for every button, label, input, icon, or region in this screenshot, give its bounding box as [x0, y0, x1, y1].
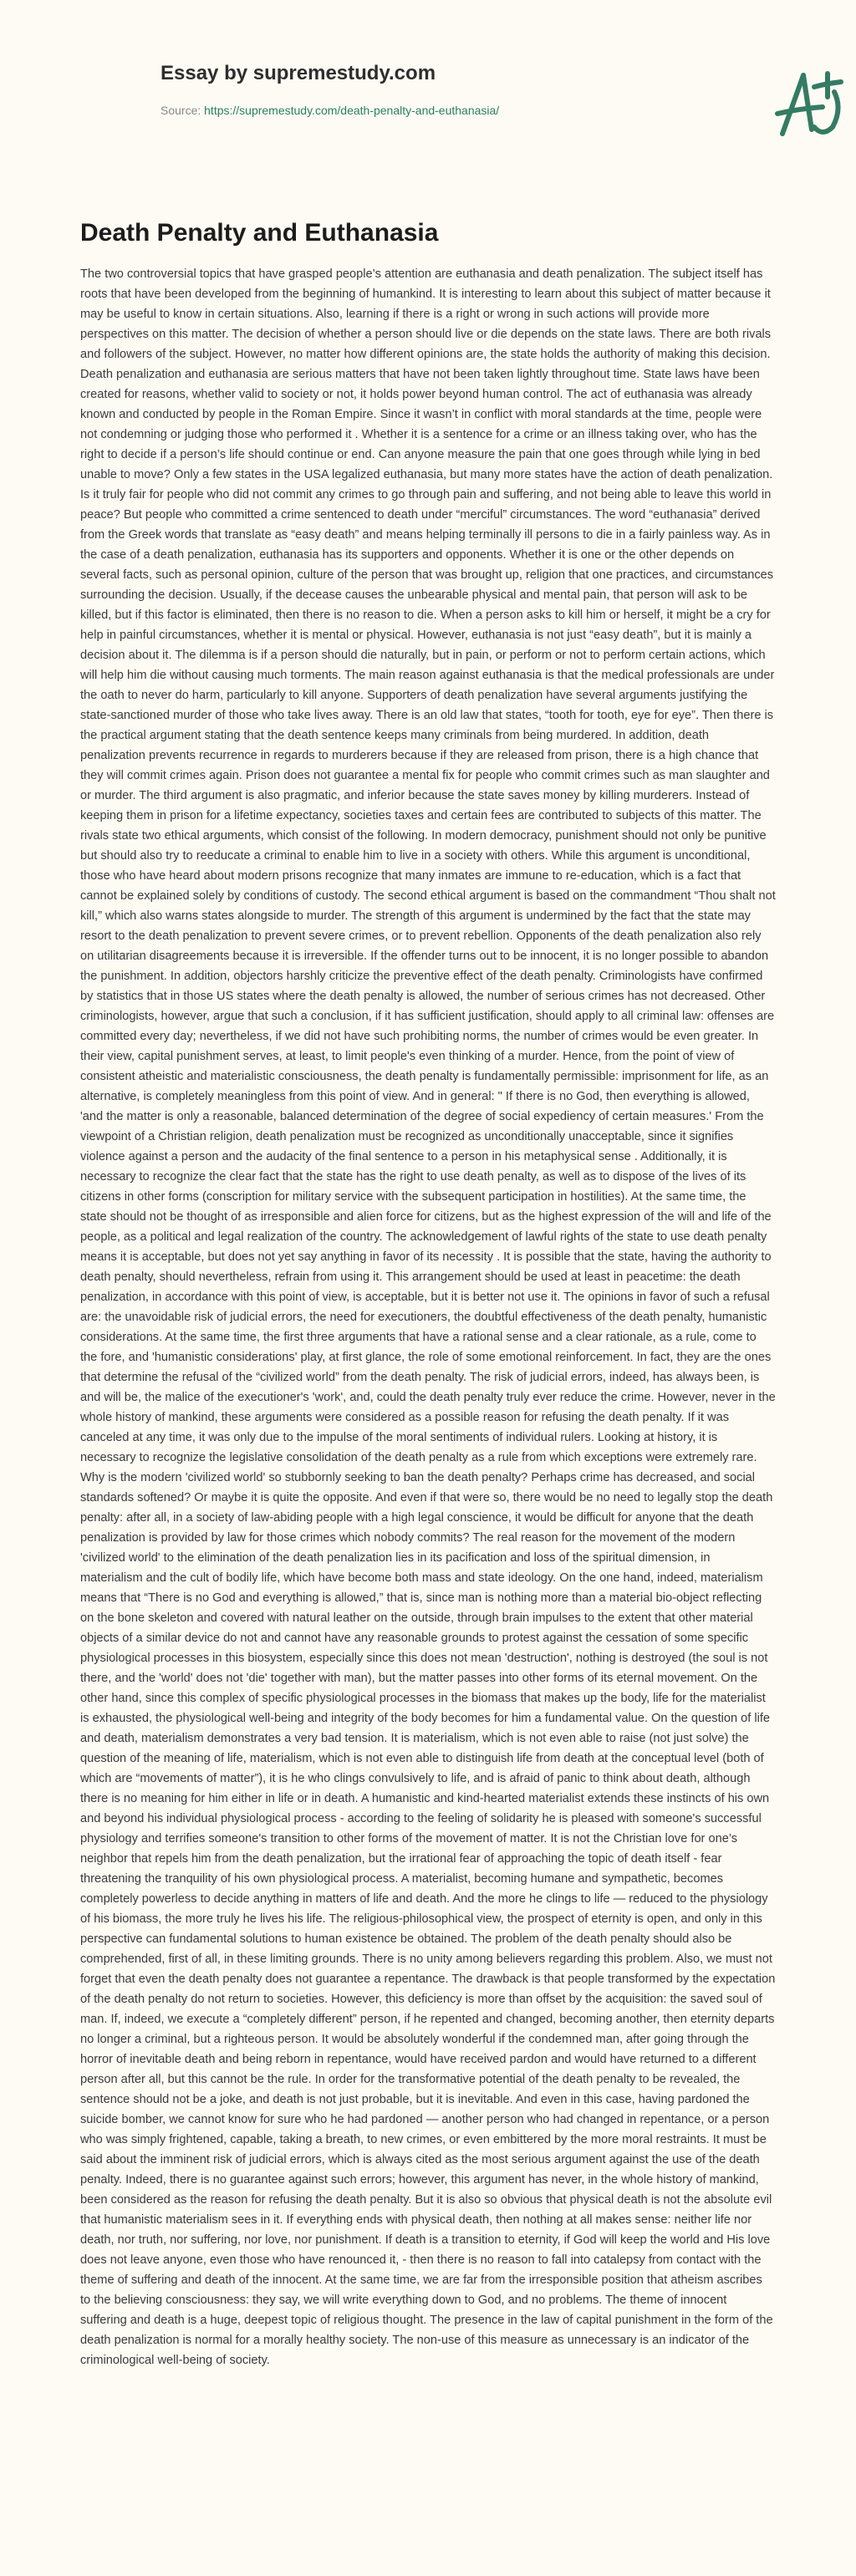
a-plus-grade-icon	[766, 50, 856, 142]
source-line	[160, 104, 499, 117]
page-header	[80, 0, 776, 150]
site-title: Essay by supremestudy.com	[160, 62, 436, 84]
document-title: Death Penalty and Euthanasia	[80, 219, 439, 247]
source-label: Source:	[160, 104, 201, 117]
source-link[interactable]: https://supremestudy.com/death-penalty-and-euthanasia/	[204, 104, 500, 117]
document-body: The two controversial topics that have grasped people’s attention are euthanasia and death penalization. The subject itself has roots that have been developed from the beginning of humankind. It is interesting to learn about this subject of matter because it may be useful to know in certain situations. Also, learning if there is a right or wrong in such actions will provide more perspectives on this matter. The decision of whether a person should live or die depends on the state laws. There are both rivals and followers of the subject. However, no matter how different opinions are, the state holds the authority of making this decision. Death penalization and euthanasia are serious matters that have not been taken lightly throughout time. State laws have been created for reasons, whether valid to society or not, it holds power beyond human control. The act of euthanasia was already known and conducted by people in the Roman Empire. Since it wasn’t in conflict with moral standards at the time, people were not condemning or judging those who performed it . Whether it is a sentence for a crime or an illness taking over, who has the right to decide if a person’s life should continue or end. Can anyone measure the pain that one goes through while lying in bed unable to move? Only a few states in the USA legalized euthanasia, but many more states have the action of death penalization. Is it truly fair for people who did not commit any crimes to go through pain and suffering, and not being able to leave this world in peace? But people who committed a crime sentenced to death under “merciful” circumstances. The word “euthanasia” derived from the Greek words that translate as “easy death” and means helping terminally ill persons to die in a fairly painless way. As in the case of a death penalization, euthanasia has its supporters and opponents. Whether it is one or the other depends on several facts, such as personal opinion, culture of the person that was brought up, religion that one practices, and circumstances surrounding the decision. Usually, if the decease causes the unbearable physical and mental pain, that person will ask to be killed, but if this factor is eliminated, then there is no reason to die. When a person asks to kill him or herself, it might be a cry for help in painful circumstances, whether it is mental or physical. However, euthanasia is not just “easy death”, but it is mainly a decision about it. The dilemma is if a person should die naturally, but in pain, or perform or not to perform certain actions, which will help him die without causing much torments. The main reason against euthanasia is that the medical professionals are under the oath to never do harm, particularly to kill anyone. Supporters of death penalization have several arguments justifying the state-sanctioned murder of those who take lives away. There is an old law that states, “tooth for tooth, eye for eye”. Then there is the practical argument stating that the death sentence keeps many criminals from being murdered. In addition, death penalization prevents recurrence in regards to murderers because if they are released from prison, there is a high chance that they will commit crimes again. Prison does not guarantee a mental fix for people who commit crimes such as man slaughter and or murder. The third argument is also pragmatic, and inferior because the state saves money by killing murderers. Instead of keeping them in prison for a lifetime expectancy, societies taxes and certain fees are contributed to subjects of this matter. The rivals state two ethical arguments, which consist of the following. In modern democracy, punishment should not only be punitive but should also try to reeducate a criminal to enable him to live in a society with others. While this argument is unconditional, those who have heard about modern prisons recognize that many inmates are immune to re-education, which is a fact that cannot be explained solely by conditions of custody. The second ethical argument is based on the commandment “Thou shalt not kill,” which also warns states alongside to murder. The strength of this argument is undermined by the fact that the state may resort to the death penalization to prevent severe crimes, or to prevent rebellion. Opponents of the death penalization also rely on utilitarian disagreements because it is irreversible. If the offender turns out to be innocent, it is no longer possible to abandon the punishment. In addition, objectors harshly criticize the preventive effect of the death penalty. Criminologists have confirmed by statistics that in those US states where the death penalty is allowed, the number of serious crimes has not decreased. Other criminologists, however, argue that such a conclusion, if it has sufficient justification, should apply to all criminal law: offenses are committed every day; nevertheless, if we did not have such prohibiting norms, the number of crimes would be even greater. In their view, capital punishment serves, at least, to limit people's even thinking of a murder. Hence, from the point of view of consistent atheistic and materialistic consciousness, the death penalty is fundamentally permissible: imprisonment for life, as an alternative, is completely meaningless from this point of view. And in general: " If there is no God, then everything is allowed, 'and the matter is only a reasonable, balanced determination of the degree of social expediency of certain measures.' From the viewpoint of a Christian religion, death penalization must be recognized as unconditionally unacceptable, since it signifies violence against a person and the audacity of the final sentence to a person in his metaphysical sense . Additionally, it is necessary to recognize the clear fact that the state has the right to use death penalty, as well as to dispose of the lives of its citizens in other forms (conscription for military service with the subsequent participation in hostilities). At the same time, the state should not be thought of as irresponsible and alien force for citizens, but as the highest expression of the will and life of the people, as a political and legal realization of the country. The acknowledgement of lawful rights of the state to use death penalty means it is acceptable, but does not yet say anything in favor of its necessity . It is possible that the state, having the authority to death penalty, should nevertheless, refrain from using it. This arrangement should be used at least in peacetime: the death penalization, in accordance with this point of view, is acceptable, but it is better not use it. The opinions in favor of such a refusal are: the unavoidable risk of judicial errors, the need for executioners, the doubtful effectiveness of the death penalty, humanistic considerations. At the same time, the first three arguments that have a rational sense and a clear rationale, as a rule, come to the fore, and 'humanistic considerations' play, at first glance, the role of some emotional reinforcement. In fact, they are the ones that determine the refusal of the “civilized world” from the death penalty. The risk of judicial errors, indeed, has always been, is and will be, the malice of the executioner's 'work', and, could the death penalty truly ever reduce the crime. However, never in the whole history of mankind, these arguments were considered as a possible reason for refusing the death penalty. If it was canceled at any time, it was only due to the impulse of the moral sentiments of individual rulers. Looking at history, it is necessary to recognize the legislative consolidation of the death penalty as a rule from which exceptions were extremely rare. Why is the modern 'civilized world' so stubbornly seeking to ban the death penalty? Perhaps crime has decreased, and social standards softened? Or maybe it is quite the opposite. And even if that were so, there would be no need to legally stop the death penalty: after all, in a society of law-abiding people with a high legal conscience, it would be difficult for anyone that the death penalization is provided by law for those crimes which nobody commits? The real reason for the movement of the modern 'civilized world' to the elimination of the death penalization lies in its pacification and loss of the spiritual dimension, in materialism and the cult of bodily life, which have become both mass and state ideology. On the one hand, indeed, materialism means that “There is no God and everything is allowed,” that is, since man is nothing more than a material bio-object reflecting on the bone skeleton and covered with natural leather on the outside, through brain impulses to the extent that other material objects of a similar device do not and cannot have any reasonable grounds to protest against the cessation of some specific physiological processes in this biosystem, especially since this does not mean 'destruction', nothing is destroyed (the soul is not there, and the 'world' does not 'die' together with man), but the matter passes into other forms of its eternal movement. On the other hand, since this complex of specific physiological processes in the biomass that makes up the body, life for the materialist is exhausted, the physiological well-being and integrity of the body becomes for him a fundamental value. On the question of life and death, materialism demonstrates a very bad tension. It is materialism, which is not even able to raise (not just solve) the question of the meaning of life, materialism, which is not even able to distinguish life from death at the conceptual level (both of which are “movements of matter”), it is he who clings convulsively to life, and is afraid of panic to think about death, although there is no meaning for him either in life or in death. A humanistic and kind-hearted materialist extends these instincts of his own and beyond his individual physiological process - according to the feeling of solidarity he is pleased with someone's successful physiology and terrifies someone's transition to other forms of the movement of matter. It is not the Christian love for one’s neighbor that repels him from the death penalization, but the irrational fear of approaching the topic of death itself - fear threatening the tranquility of his own physiological process. A materialist, becoming humane and sympathetic, becomes completely powerless to decide anything in matters of life and death. And the more he clings to life — reduced to the physiology of his biomass, the more truly he lives his life. The religious-philosophical view, the prospect of eternity is open, and only in this perspective can fundamental solutions to human existence be obtained. The problem of the death penalty should also be comprehended, first of all, in these limiting grounds. There is no unity among believers regarding this problem. Also, we must not forget that even the death penalty does not guarantee a repentance. The drawback is that people transformed by the expectation of the death penalty do not return to societies. However, this deficiency is more than offset by the acquisition: the saved soul of man. If, indeed, we execute a “completely different” person, if he repented and changed, becoming another, then eternity departs no longer a criminal, but a righteous person. It would be absolutely wonderful if the condemned man, after going through the horror of inevitable death and being reborn in repentance, would have received pardon and would have returned to a different person after all, but this cannot be the rule. In order for the transformative potential of the death penalty to be revealed, the sentence should not be a joke, and death is not just probable, but it is inevitable. And even in this case, having pardoned the suicide bomber, we cannot know for sure who he had pardoned — another person who had changed in repentance, or a person who was simply frightened, capable, taking a breath, to new crimes, or even embittered by the more moral restraints. It must be said about the imminent risk of judicial errors, which is always cited as the most serious argument against the use of the death penalty. Indeed, there is no guarantee against such errors; however, this argument has never, in the whole history of mankind, been considered as the reason for refusing the death penalty. But it is also so obvious that physical death is not the absolute evil that humanistic materialism sees in it. If everything ends with physical death, then nothing at all makes sense: neither life nor death, nor truth, nor suffering, nor love, nor punishment. If death is a transition to eternity, if God will keep the world and His love does not leave anyone, even those who have renounced it, - then there is no reason to fall into catalepsy from contact with the theme of suffering and death of the innocent. At the same time, we are far from the irresponsible position that atheism ascribes to the believing consciousness: they say, we will write everything down to God, and no problems. The theme of innocent suffering and death is a huge, deepest topic of religious thought. The presence in the law of capital punishment in the form of the death penalization is normal for a morally healthy society. The non-use of this measure as unnecessary is an indicator of the criminological well-being of society.	[80, 267, 776, 2367]
